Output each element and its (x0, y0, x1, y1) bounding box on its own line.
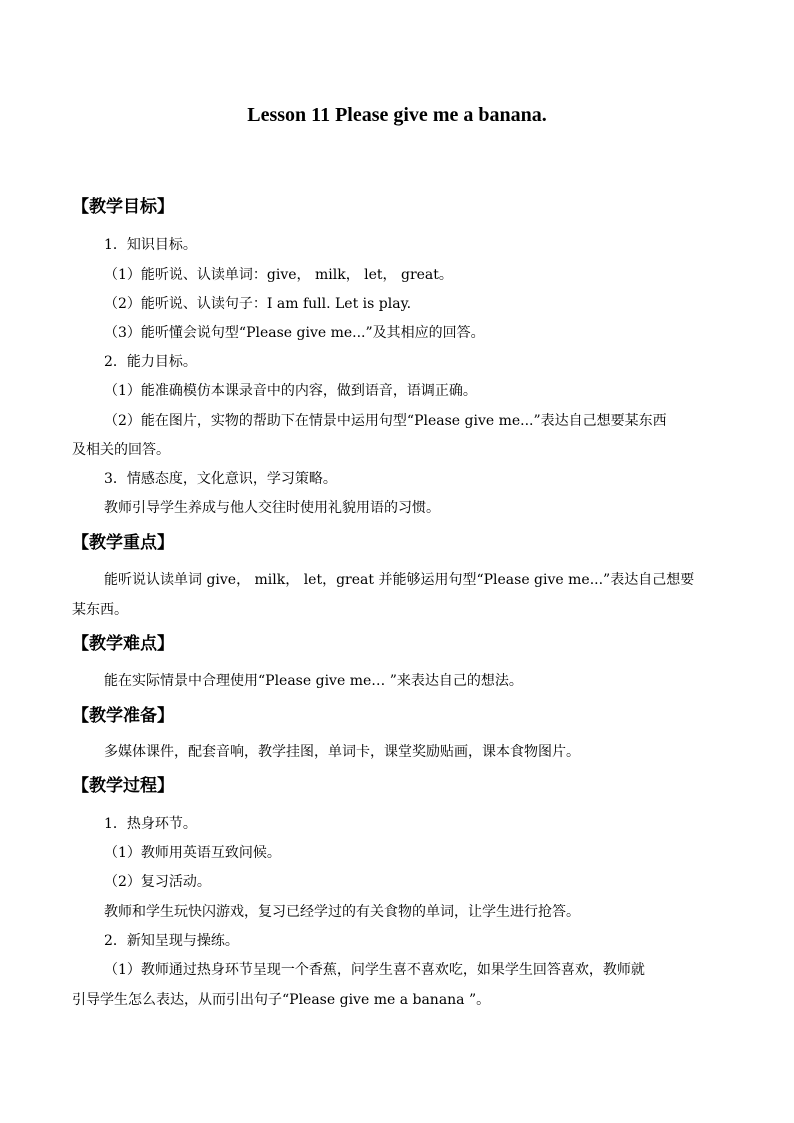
key-points-line: 某东西。 (72, 602, 128, 618)
heading-preparation: 【教学准备】 (72, 706, 174, 726)
objectives-line: 3．情感态度，文化意识，学习策略。 (104, 471, 337, 487)
objectives-line: （1）能听说、认读单词：give， milk， let， great。 (104, 267, 453, 283)
heading-difficulties: 【教学难点】 (72, 634, 174, 654)
objectives-line: （2）能听说、认读句子：I am full. Let is play. (104, 296, 412, 312)
difficulties-line: 能在实际情景中合理使用“Please give me… ”来表达自己的想法。 (104, 673, 523, 689)
process-line: 教师和学生玩快闪游戏，复习已经学过的有关食物的单词，让学生进行抢答。 (104, 904, 580, 920)
objectives-line: 1．知识目标。 (104, 237, 197, 253)
objectives-line: （3）能听懂会说句型“Please give me...”及其相应的回答。 (104, 325, 485, 341)
process-line: （1）教师用英语互致问候。 (104, 845, 281, 861)
objectives-line: （1）能准确模仿本课录音中的内容，做到语音，语调正确。 (104, 383, 477, 399)
objectives-line: 2．能力目标。 (104, 354, 197, 370)
process-line: （2）复习活动。 (104, 874, 211, 890)
preparation-line: 多媒体课件，配套音响，教学挂图，单词卡，课堂奖励贴画，课本食物图片。 (104, 744, 580, 760)
objectives-line: 及相关的回答。 (72, 442, 170, 458)
process-line: 2．新知呈现与操练。 (104, 933, 239, 949)
process-line: 引导学生怎么表达，从而引出句子“Please give me a banana ”。 (72, 992, 491, 1008)
objectives-line: 教师引导学生养成与他人交往时使用礼貌用语的习惯。 (104, 500, 440, 516)
process-line: 1．热身环节。 (104, 816, 197, 832)
heading-key-points: 【教学重点】 (72, 533, 174, 553)
objectives-line: （2）能在图片，实物的帮助下在情景中运用句型“Please give me...”表达自己想要某东西 (104, 413, 667, 429)
lesson-title: Lesson 11 Please give me a banana. (247, 104, 547, 126)
process-line: （1）教师通过热身环节呈现一个香蕉，问学生喜不喜欢吃，如果学生回答喜欢，教师就 (104, 962, 645, 978)
heading-objectives: 【教学目标】 (72, 197, 174, 217)
key-points-line: 能听说认读单词 give， milk， let，great 并能够运用句型“Please give me...”表达自己想要 (104, 572, 695, 588)
heading-process: 【教学过程】 (72, 776, 174, 796)
